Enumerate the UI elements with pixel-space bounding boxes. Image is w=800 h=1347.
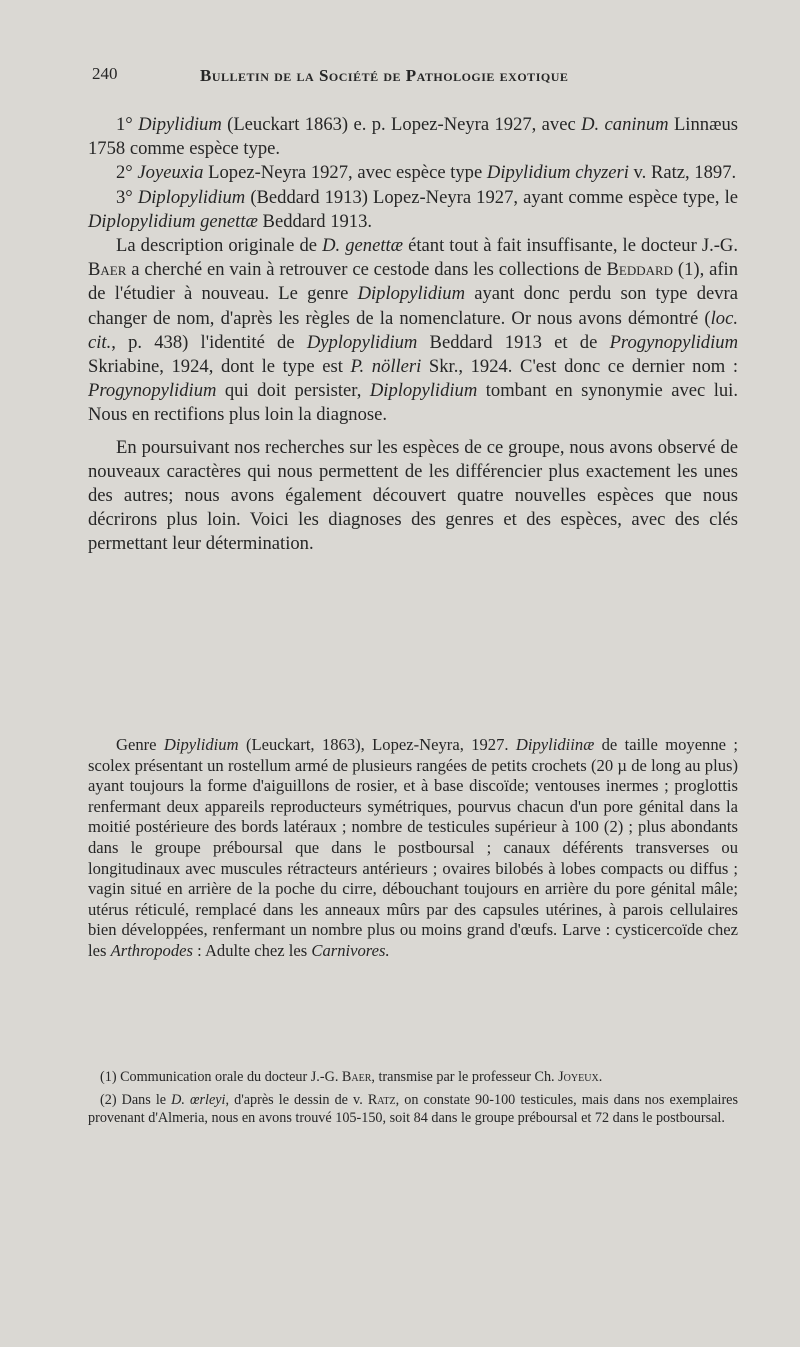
body-paragraph: En poursuivant nos recherches sur les espèces de ce groupe, nous avons observé de nouveaux caractères qui nous permettent de les différencier plus exactement les unes des autres; nous avons également découvert quatre nouvelles espèces que nous décrirons plus loin. Voici les diagnoses des genres et des espèces, avec des clés permettant leur détermination. <box>88 436 738 555</box>
text-run: Beddard 1913 et de <box>417 331 610 353</box>
main-text <box>88 113 738 557</box>
text-run: (1) Communication orale du docteur J.-G. <box>100 1069 342 1085</box>
taxon-name: Arthropodes <box>110 940 193 960</box>
species-name: D. caninum <box>581 114 669 135</box>
footnote-2 <box>88 1091 738 1128</box>
author-name: Joyeux <box>558 1069 599 1085</box>
text-run: de taille moyenne ; scolex présentant un rostellum armé de plusieurs rangées de petits crochets (20 µ de long au plus) ayant toujours la forme d'aiguillons de rosier, et à base discoïde; ventouses inermes ; proglottis renfermant deux appareils reproducteurs symétriques, pourvus chacun d'un pore génital dans la moitié postérieure des bords latéraux ; nombre de testicules supérieur à 100 (2) ; plus abondants dans le groupe préboursal que dans le postboursal ; canaux déférents transverses ou longitudinaux avec muscules rétracteurs antérieurs ; ovaires bilobés à lobes compacts ou diffus ; vagin situé en arrière de la poche du cirre, débouchant toujours en arrière du pore génital mâle; utérus réticulé, remplacé dans les anneaux mûrs par des capsules utérines, à parois cellulaires bien développées, renfermant un nombre plus ou moins grand d'œufs. Larve : cysticercoïde chez les <box>88 735 738 960</box>
text-run: La description originale de <box>116 235 323 257</box>
genus-name: Diplopylidium <box>357 283 466 305</box>
text-run: (2) Dans le <box>100 1091 172 1108</box>
text-run: Genre <box>116 735 164 754</box>
text-run: tombant en synonymie avec lui. Nous en rectifions plus loin la diagnose. <box>88 380 738 426</box>
citation: loc. cit. <box>88 307 738 353</box>
text-run: (Leuckart, 1863), Lopez-Neyra, 1927. <box>238 735 516 754</box>
body-paragraph <box>88 234 738 428</box>
species-name: Diplopylidium genettæ <box>88 210 258 232</box>
species-name: D. genettæ <box>322 235 404 257</box>
text-run: Lopez-Neyra 1927, avec espèce type <box>203 162 487 184</box>
text-run: Skr., 1924. C'est donc ce dernier nom : <box>421 356 738 378</box>
text-run: Skriabine, 1924, dont le type est <box>88 356 351 378</box>
author-name: Ratz <box>367 1091 396 1108</box>
list-number: 2° <box>116 162 138 184</box>
page-header <box>92 64 652 96</box>
subfamily-name: Dipylidiinæ <box>515 735 595 754</box>
text-run: . <box>598 1069 603 1085</box>
text-run: : Adulte chez les <box>192 940 312 960</box>
running-title: Bulletin de la Société de Pathologie exotique <box>200 66 569 85</box>
text-run: (Beddard 1913) Lopez-Neyra 1927, ayant comme espèce type, le <box>245 186 738 208</box>
diagnosis-paragraph <box>88 735 738 962</box>
genus-name: Dyplopylidium <box>306 331 418 353</box>
text-run: (1), afin de l'étudier à nouveau. Le genre <box>88 259 738 305</box>
genus-name: Progynopylidium <box>88 380 217 402</box>
genus-list-item-3 <box>88 186 738 234</box>
footnotes <box>88 1068 738 1132</box>
text-run: , transmise par le professeur Ch. <box>371 1069 559 1085</box>
footnote-1 <box>88 1068 738 1087</box>
text-run: étant tout à fait insuffisante, le docteur J.-G. <box>403 235 738 257</box>
page-number: 240 <box>92 64 118 83</box>
text-run: v. Ratz, 1897. <box>628 162 737 184</box>
text-run: a cherché en vain à retrouver ce cestode dans les collections de <box>126 259 607 281</box>
genus-name: Diplopylidium <box>369 380 478 402</box>
text-run: qui doit persister, <box>216 380 370 402</box>
list-number: 1° <box>116 114 139 135</box>
text-run: , on constate 90-100 testicules, mais dans nos exemplaires provenant d'Almeria, nous en avons trouvé 105-150, soit 84 dans le groupe préboursal et 72 dans le postboursal. <box>88 1091 738 1127</box>
text-run: ayant donc perdu son type devra changer de nom, d'après les règles de la nomenclature. Or nous avons démontré ( <box>88 283 738 329</box>
text-run: Linnæus 1758 comme espèce type. <box>88 114 739 160</box>
author-name: Beddard <box>606 259 674 281</box>
text-run: , p. 438) l'identité de <box>111 331 307 353</box>
genus-name: Joyeuxia <box>137 162 204 184</box>
genus-list-item-2 <box>88 161 738 185</box>
genus-name: Dipylidium <box>138 114 222 135</box>
species-name: P. nölleri <box>350 356 422 378</box>
text-run: Beddard 1913. <box>257 210 373 232</box>
genus-name: Progynopylidium <box>609 331 738 353</box>
genus-name: Dipylidium <box>163 735 239 754</box>
genus-list-item-1 <box>88 113 738 161</box>
author-name: Baer <box>88 259 127 281</box>
species-name: Dipylidium chyzeri <box>486 162 629 184</box>
text-run: , d'après le dessin de v. <box>225 1091 368 1108</box>
taxon-name: Carnivores. <box>311 940 390 960</box>
genus-diagnosis <box>88 735 738 962</box>
author-name: Baer <box>341 1069 372 1085</box>
species-name: D. œrleyi <box>171 1091 226 1108</box>
genus-name: Diplopylidium <box>137 186 246 208</box>
text-run: (Leuckart 1863) e. p. Lopez-Neyra 1927, avec <box>221 114 582 135</box>
list-number: 3° <box>116 186 138 208</box>
